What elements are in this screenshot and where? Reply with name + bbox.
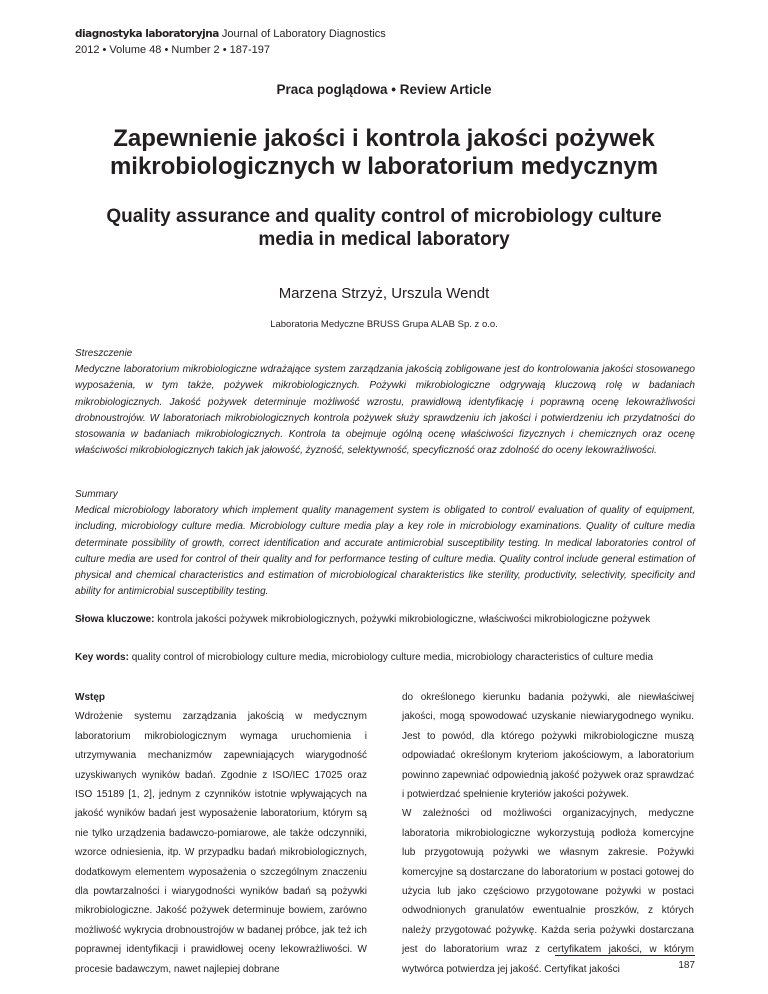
body-column-left [75,688,367,979]
affiliation: Laboratoria Medyczne BRUSS Grupa ALAB Sp. z o.o. [270,319,498,330]
journal-title-line [75,27,386,42]
journal-masthead [75,27,386,58]
abstract-polish-text: Medyczne laboratorium mikrobiologiczne wdrażające system zarządzania jakością zobligowane jest do kontrolowania jakości stosowanego wyposażenia, w tym także, pożywek mikrobiologicznych. Pożywki mikrobiologiczne odgrywają kluczową rolę w badaniach mikrobiologicznych. Jakość pożywek determinuje możliwość wzrostu, prawidłową identyfikację i poprawną ocenę lekowrażliwości drobnoustrojów. W laboratoriach mikrobiologicznych kontrola pożywek służy sprawdzeniu ich jakości i potwierdzeniu ich przydatności do stosowania w badaniach mikrobiologicznych. Kontrola ta obejmuje ogólną ocenę właściwości fizycznych i chemicznych oraz ocenę właściwości mikrobiologicznych takich jak jałowość, żyzność, selektywność, specyficzność oraz zdolność do oceny lekowrażliwości. [75,364,695,457]
title-polish: Zapewnienie jakości i kontrola jakości pożywek mikrobiologicznych w laboratorium medycznym [109,125,659,180]
journal-brand: diagnostyka laboratoryjna [75,28,219,40]
authors: Marzena Strzyż, Urszula Wendt [278,285,490,302]
keywords-polish-label: Słowa kluczowe: [75,614,155,625]
keywords-english-text: quality control of microbiology culture media, microbiology culture media, microbiology characteristics of culture media [131,652,654,663]
keywords-polish-text: kontrola jakości pożywek mikrobiologicznych, pożywki mikrobiologiczne, właściwości mikrobiologiczne pożywek [157,614,651,625]
keywords-polish [75,612,695,628]
abstract-polish-heading: Streszczenie [75,348,133,359]
abstract-polish [75,346,695,459]
footer-rule [555,955,695,956]
abstract-english-text: Medical microbiology laboratory which implement quality management system is obligated to control/ evaluation of quality of equipment, including, microbiology culture media. Microbiology culture media play a key role in microbiology examinations. Quality of culture media determinate possibility of growth, correct identification and accurate antimicrobial susceptibility testing. In medical laboratories control of culture media are used for control of their quality and for performance testing of culture media. Quality control include general estimation of physical and chemical characteristics and estimation of microbiological charakteristics like sterility, productivity, selectivity, specificity and ability for antimicrobial susceptibility testing. [75,505,695,598]
keywords-english [75,650,695,666]
abstract-english-heading: Summary [75,489,118,500]
abstract-english [75,487,695,600]
page-number: 187 [678,960,695,971]
body-paragraph: W zależności od możliwości organizacyjnych, medyczne laboratoria mikrobiologiczne wykorzystują podłoża komercyjne lub przygotowują pożywki we własnym zakresie. Pożywki komercyjne są dostarczane do laboratorium w postaci gotowej do użycia lub jako częściowo przygotowane pożywki w postaci odwodnionych granulatów ewentualnie proszków, z których należy przygotować pożywkę. Każda seria pożywki dostarczana jest do laboratorium wraz z certyfikatem jakości, w którym wytwórca potwierdza jej jakość. Certyfikat jakości [402,808,694,975]
body-paragraph: Wdrożenie systemu zarządzania jakością w medycznym laboratorium mikrobiologicznym wymaga uruchomienia i utrzymywania mechanizmów zapewniających wiarygodność uzyskiwanych wyników badań. Zgodnie z ISO/IEC 17025 oraz ISO 15189 [1, 2], jednym z czynników istotnie wpływających na jakość wyników badań jest wyposażenie laboratorium, którym są nie tylko urządzenia badawczo-pomiarowe, ale także odczynniki, wzorce odniesienia, itp. W przypadku badań mikrobiologicznych, dodatkowym elementem wyposażenia o szczególnym znaczeniu dla powtarzalności i wiarygodności wyników badań są pożywki mikrobiologiczne. Jakość pożywek determinuje bowiem, zarówno możliwość wykrycia drobnoustrojów w badanej próbce, jak też ich poprawnej identyfikacji i prawidłowej oceny lekowrażliwości. W procesie badawczym, nawet najlepiej dobrane [75,711,367,975]
section-heading: Wstęp [75,692,105,703]
issue-line: 2012 • Volume 48 • Number 2 • 187-197 [75,44,271,56]
article-type: Praca poglądowa • Review Article [276,82,492,97]
body-column-right [402,688,694,979]
keywords-english-label: Key words: [75,652,129,663]
body-paragraph: do określonego kierunku badania pożywki, ale niewłaściwej jakości, mogą spowodować uzyskanie niewiarygodnego wyniku. Jest to powód, dla którego pożywki mikrobiologiczne muszą odpowiadać określonym kryteriom jakościowym, a laboratorium powinno zapewniać odpowiednią jakość pożywek oraz sprawdzać i potwierdzać spełnienie kryteriów jakości pożywek. [402,692,694,801]
title-english: Quality assurance and quality control of microbiology culture media in medical laboratory [106,206,662,250]
journal-name: Journal of Laboratory Diagnostics [221,28,386,40]
